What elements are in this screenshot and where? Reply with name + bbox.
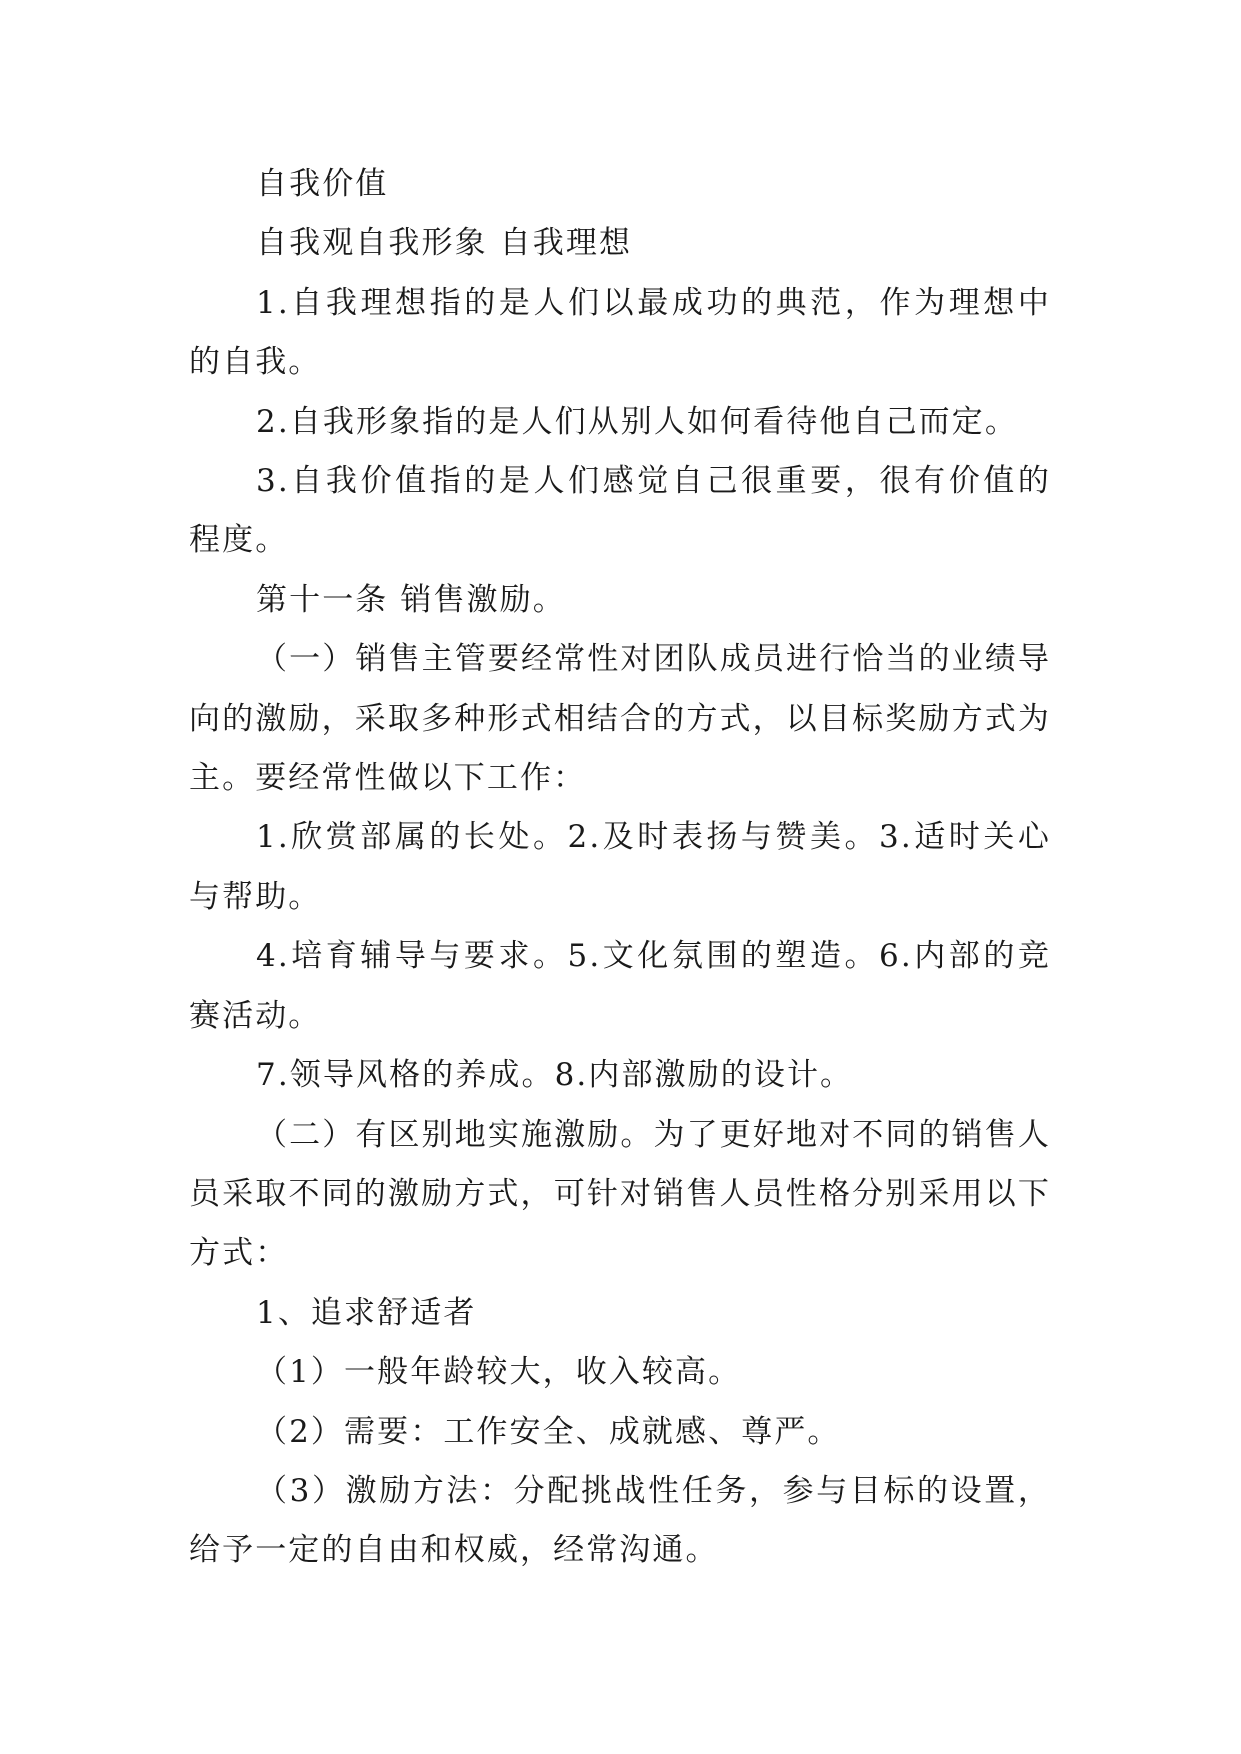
paragraph-comfort-seekers-profile: （1）一般年龄较大，收入较高。 — [256, 1354, 742, 1391]
paragraph-comfort-seekers-methods: （3）激励方法：分配挑战性任务，参与目标的设置，给予一定的自由和权威，经常沟通。 — [189, 1472, 1051, 1569]
paragraph-article-eleven-heading: 第十一条 销售激励。 — [256, 581, 566, 618]
body-text — [189, 155, 1051, 1581]
paragraph-self-ideal-definition: 1.自我理想指的是人们以最成功的典范，作为理想中的自我。 — [189, 284, 1051, 381]
paragraph-self-worth-heading: 自我价值 — [256, 166, 389, 202]
paragraph-tasks-four-to-six: 4.培育辅导与要求。5.文化氛围的塑造。6.内部的竞赛活动。 — [189, 938, 1051, 1034]
paragraph-tasks-one-to-three: 1.欣赏部属的长处。2.及时表扬与赞美。3.适时关心与帮助。 — [189, 819, 1051, 915]
paragraph-section-one: （一）销售主管要经常性对团队成员进行恰当的业绩导向的激励，采取多种形式相结合的方式，以目标奖励方式为主。要经常性做以下工作： — [189, 641, 1051, 797]
paragraph-comfort-seekers-needs: （2）需要：工作安全、成就感、尊严。 — [256, 1413, 841, 1450]
paragraph-comfort-seekers-heading: 1、追求舒适者 — [256, 1294, 477, 1331]
paragraph-self-image-definition: 2.自我形象指的是人们从别人如何看待他自己而定。 — [256, 403, 1018, 440]
paragraph-tasks-seven-to-eight: 7.领导风格的养成。8.内部激励的设计。 — [256, 1057, 854, 1094]
paragraph-section-two: （二）有区别地实施激励。为了更好地对不同的销售人员采取不同的激励方式，可针对销售人员性格分别采用以下方式： — [189, 1116, 1051, 1272]
paragraph-self-worth-definition: 3.自我价值指的是人们感觉自己很重要，很有价值的程度。 — [189, 463, 1051, 559]
paragraph-self-concept-heading: 自我观自我形象 自我理想 — [256, 225, 633, 262]
